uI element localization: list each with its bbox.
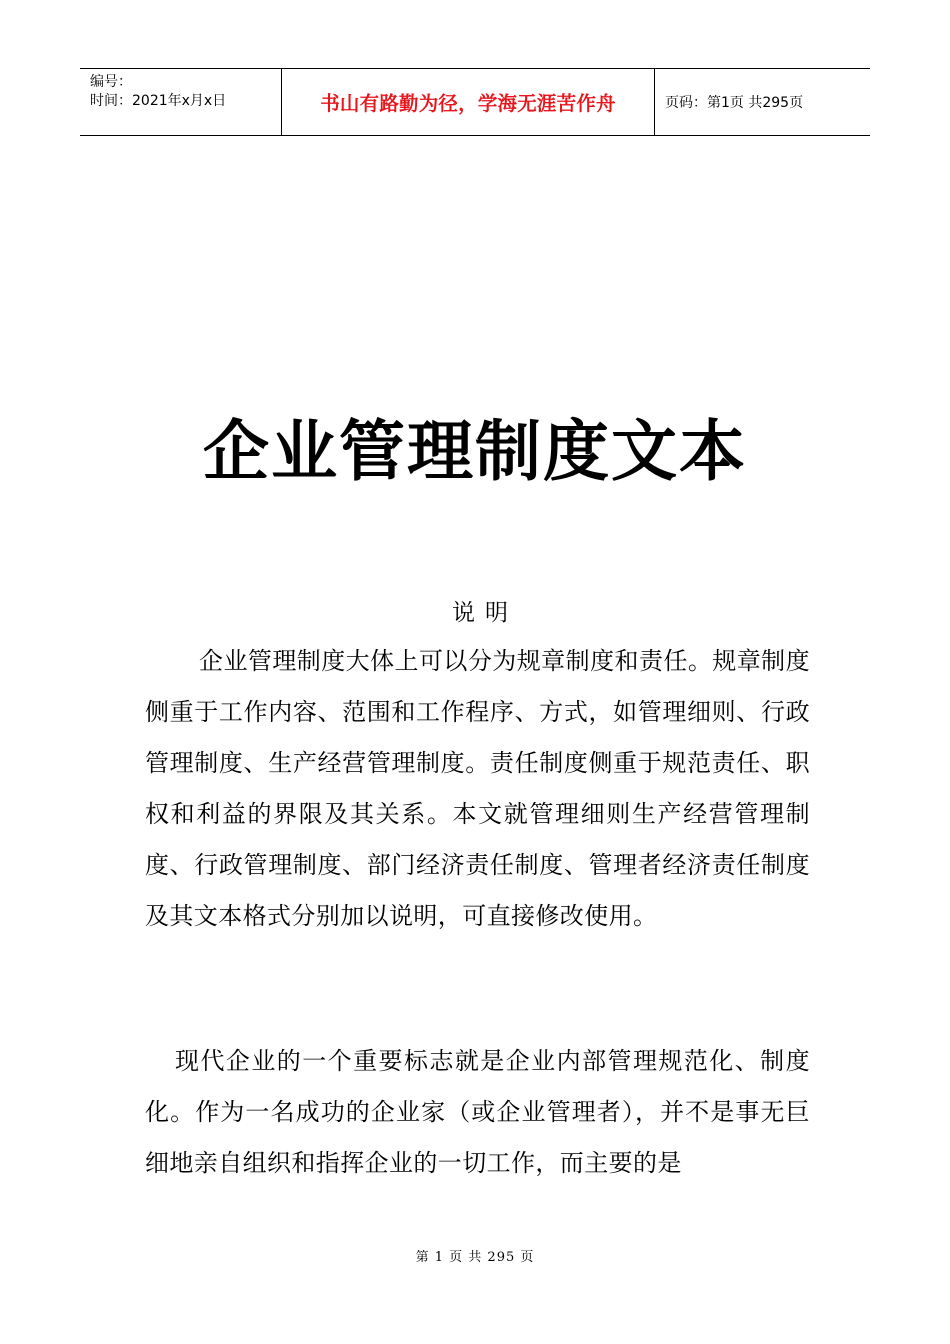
page-footer: 第 1 页 共 295 页	[415, 1250, 535, 1265]
body-paragraph-2: 现代企业的一个重要标志就是企业内部管理规范化、制度化。作为一名成功的企业家（或企业管理者），并不是事无巨细地亲自组织和指挥企业的一切工作，而主要的是	[145, 1047, 810, 1177]
header-meta-cell	[80, 69, 281, 135]
header-motto-cell	[281, 69, 655, 135]
section-heading: 说明	[452, 600, 518, 626]
document-time-label: 时间：2021年x月x日	[90, 93, 227, 109]
header-page-cell	[655, 69, 870, 135]
header-page-info: 页码：第1页 共295页	[665, 95, 804, 111]
document-title: 企业管理制度文本	[203, 412, 747, 490]
document-number-label: 编号：	[90, 74, 132, 90]
header-motto: 书山有路勤为径，学海无涯苦作舟	[320, 92, 616, 115]
body-paragraph-1: 企业管理制度大体上可以分为规章制度和责任。规章制度侧重于工作内容、范围和工作程序、方式，如管理细则、行政管理制度、生产经营管理制度。责任制度侧重于规范责任、职权和利益的界限及其关系。本文就管理细则生产经营管理制度、行政管理制度、部门经济责任制度、管理者经济责任制度及其文本格式分别加以说明，可直接修改使用。	[145, 647, 810, 930]
page-header	[80, 68, 870, 136]
